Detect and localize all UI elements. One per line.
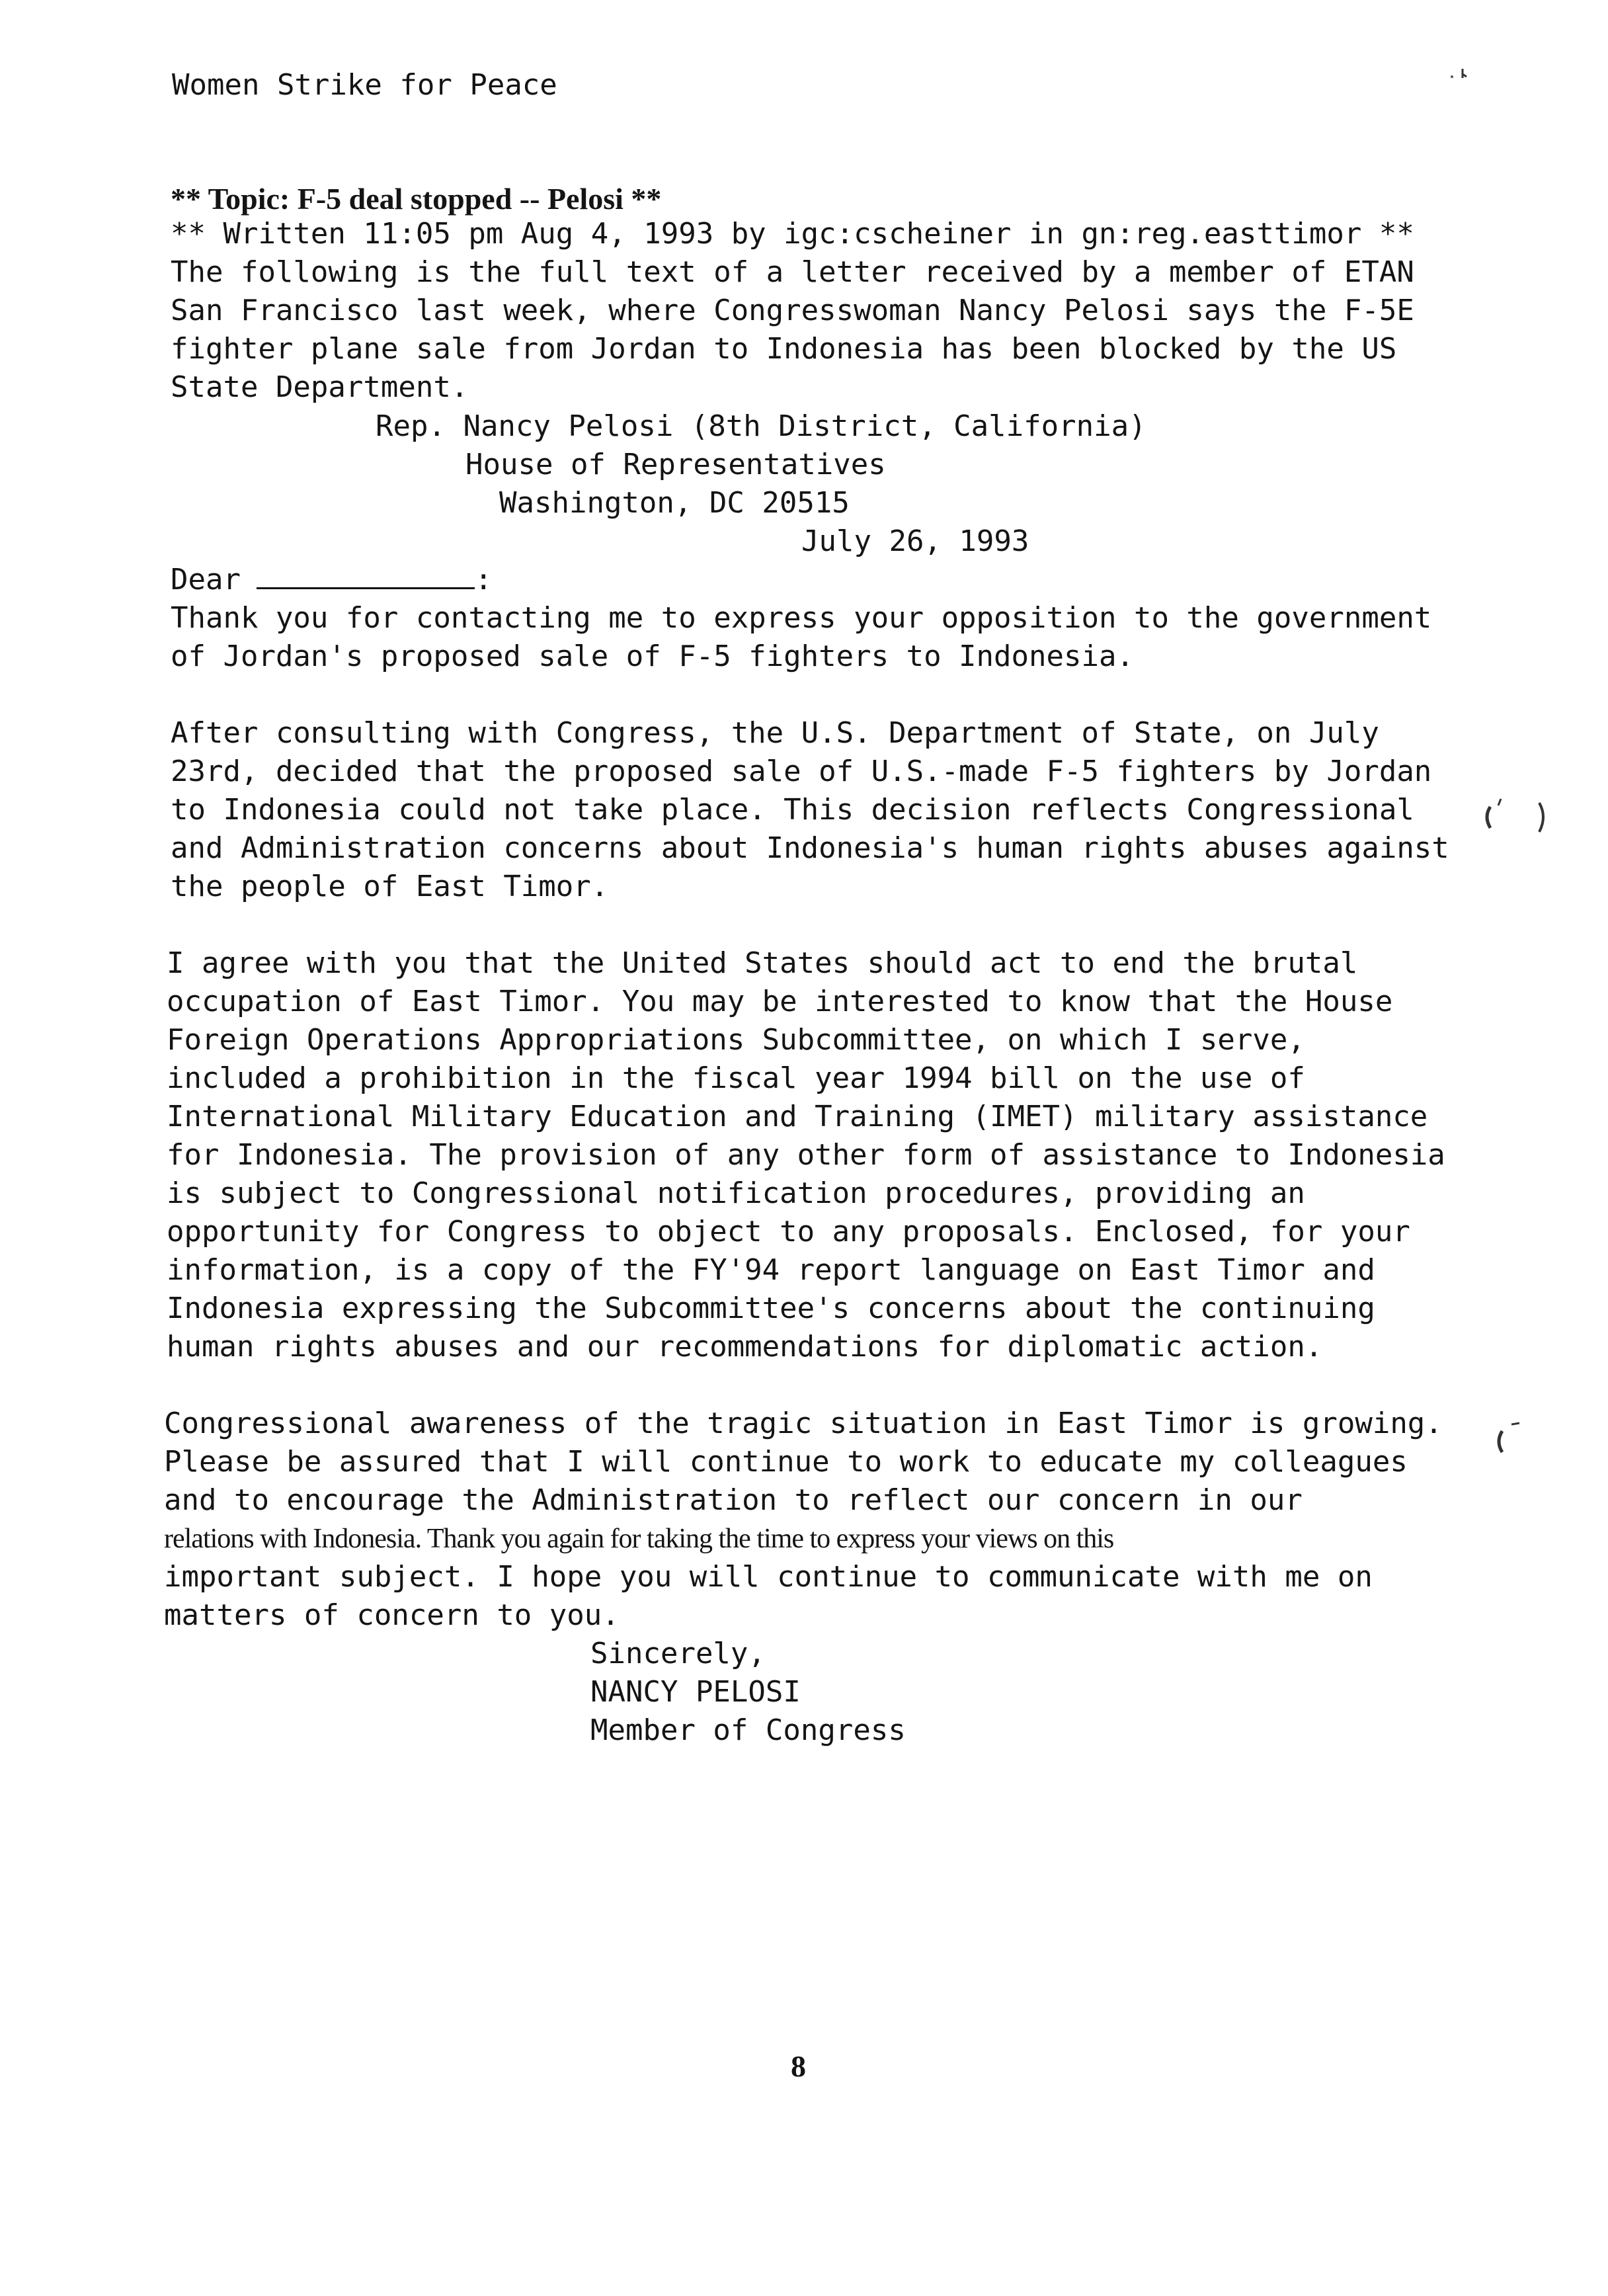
paragraph-2 — [171, 714, 1449, 906]
letterhead-name: Rep. Nancy Pelosi (8th District, California) — [376, 409, 1146, 443]
paragraph-1 — [171, 599, 1431, 676]
topic-line: ** Topic: F-5 deal stopped -- Pelosi ** — [171, 182, 662, 216]
intro-block — [171, 215, 1414, 407]
paragraph-4 — [164, 1405, 1443, 1635]
intro-line: fighter plane sale from Jordan to Indonesia has been blocked by the US — [171, 332, 1397, 366]
margin-bracket-mark-icon — [1481, 794, 1554, 840]
paragraph-line: International Military Education and Training (IMET) military assistance — [167, 1100, 1428, 1133]
paragraph-line: Please be assured that I will continue to work to educate my colleagues — [164, 1445, 1408, 1479]
paragraph-line: for Indonesia. The provision of any other form of assistance to Indonesia — [167, 1138, 1445, 1172]
salutation-blank-line — [257, 561, 475, 589]
paragraph-line: of Jordan's proposed sale of F-5 fighters to Indonesia. — [171, 639, 1134, 673]
paragraph-line: included a prohibition in the fiscal year 1994 bill on the use of — [167, 1061, 1305, 1095]
letter-date: July 26, 1993 — [801, 524, 1029, 558]
signer-title: Member of Congress — [590, 1713, 906, 1747]
paragraph-line: Congressional awareness of the tragic situation in East Timor is growing. — [164, 1407, 1443, 1440]
paragraph-line: After consulting with Congress, the U.S. Department of State, on July — [171, 716, 1379, 750]
paragraph-line: information, is a copy of the FY'94 report language on East Timor and — [167, 1253, 1375, 1287]
letterhead-address: Washington, DC 20515 — [499, 486, 850, 520]
paragraph-line: is subject to Congressional notification procedures, providing an — [167, 1176, 1305, 1210]
written-line: ** Written 11:05 pm Aug 4, 1993 by igc:cscheiner in gn:reg.easttimor ** — [171, 217, 1414, 251]
organization-header: Women Strike for Peace — [172, 68, 557, 102]
paragraph-line: to Indonesia could not take place. This decision reflects Congressional — [171, 793, 1414, 827]
paragraph-line: 23rd, decided that the proposed sale of U.S.-made F-5 fighters by Jordan — [171, 755, 1432, 788]
intro-line: State Department. — [171, 370, 469, 404]
intro-line: San Francisco last week, where Congresswoman Nancy Pelosi says the F-5E — [171, 294, 1414, 327]
paragraph-line: matters of concern to you. — [164, 1598, 620, 1632]
intro-line: The following is the full text of a letter received by a member of ETAN — [171, 255, 1414, 289]
paragraph-line: opportunity for Congress to object to any proposals. Enclosed, for your — [167, 1215, 1410, 1249]
signature-block — [590, 1635, 906, 1750]
paragraph-line-condensed: relations with Indonesia. Thank you again for taking the time to express your views on this — [164, 1524, 1114, 1554]
letterhead-org: House of Representatives — [465, 448, 886, 481]
paragraph-line: Foreign Operations Appropriations Subcommittee, on which I serve, — [167, 1023, 1305, 1057]
salutation-text: Dear — [171, 563, 241, 596]
paragraph-line: occupation of East Timor. You may be interested to know that the House — [167, 985, 1393, 1018]
corner-speck-icon — [1448, 63, 1474, 83]
paragraph-line: and Administration concerns about Indonesia's human rights abuses against — [171, 831, 1449, 865]
signer-name: NANCY PELOSI — [590, 1675, 801, 1709]
paragraph-line: human rights abuses and our recommendations for diplomatic action. — [167, 1330, 1323, 1364]
page-number: 8 — [791, 2049, 806, 2083]
paragraph-line: I agree with you that the United States should act to end the brutal — [167, 946, 1358, 980]
paragraph-3 — [167, 944, 1445, 1366]
paragraph-line: Indonesia expressing the Subcommittee's concerns about the continuing — [167, 1292, 1375, 1325]
paragraph-line: important subject. I hope you will continue to communicate with me on — [164, 1560, 1373, 1594]
closing: Sincerely, — [590, 1637, 766, 1670]
paragraph-line: the people of East Timor. — [171, 870, 609, 903]
paragraph-line: Thank you for contacting me to express your opposition to the government — [171, 601, 1432, 635]
margin-bracket-mark-icon — [1488, 1415, 1534, 1468]
salutation — [171, 561, 492, 599]
paragraph-line: and to encourage the Administration to reflect our concern in our — [164, 1483, 1303, 1517]
salutation-colon: : — [474, 563, 493, 596]
